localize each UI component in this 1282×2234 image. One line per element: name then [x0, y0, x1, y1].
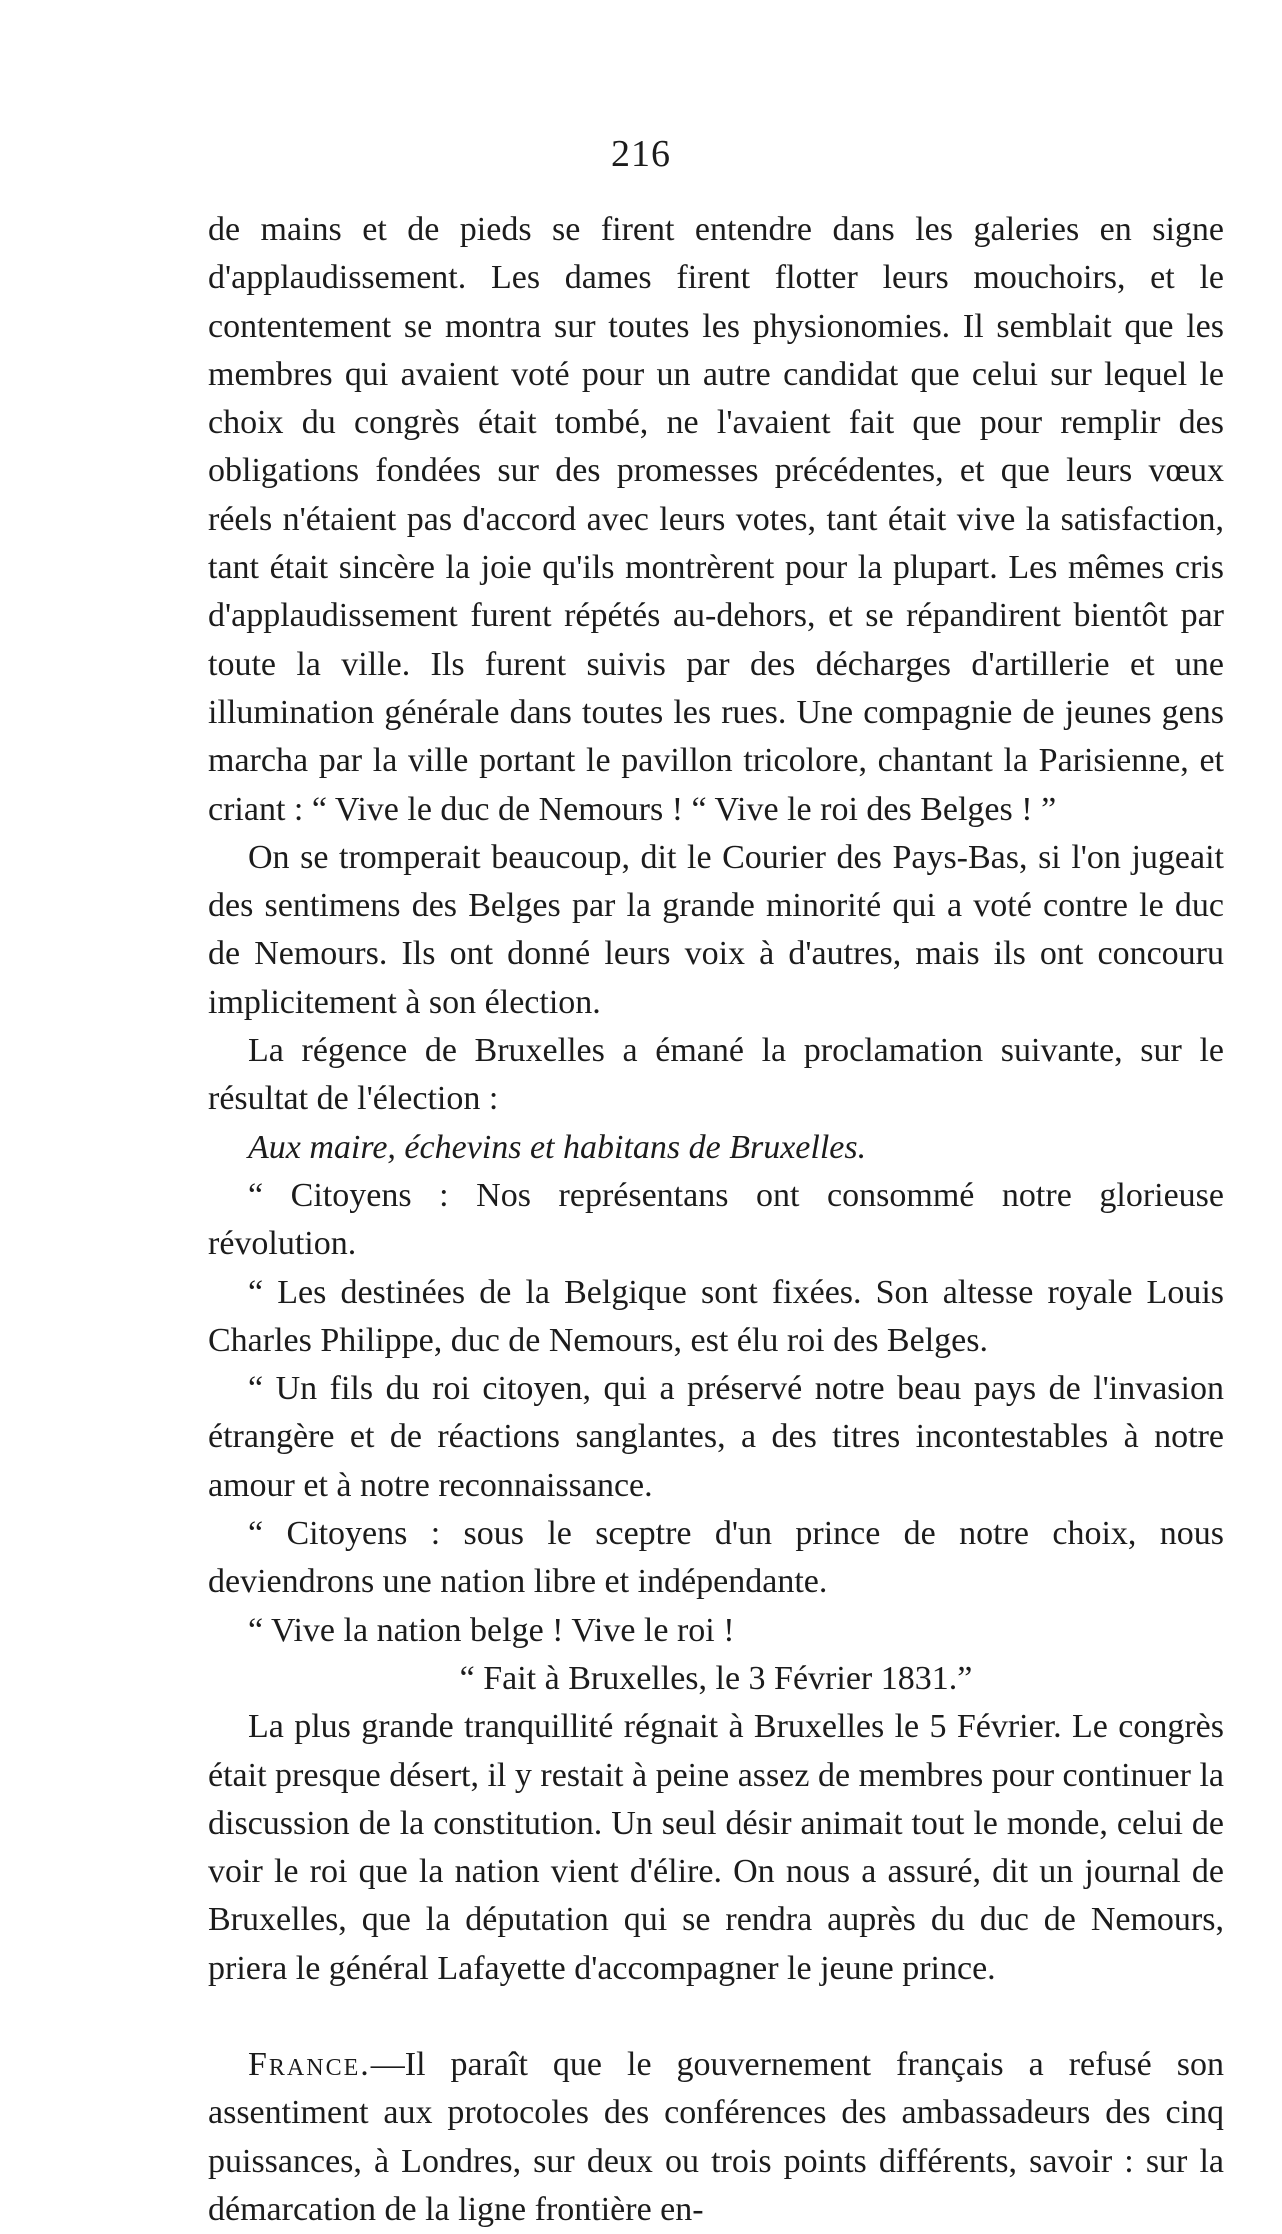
proclamation-citoyens-2: “ Citoyens : sous le sceptre d'un prince de notre choix, nous deviendrons une nation libre et indépendante. [208, 1515, 1224, 1601]
proclamation-destinees: “ Les destinées de la Belgique sont fixées. Son altesse royale Louis Charles Philippe, duc de Nemours, est élu roi des Belges. [208, 1273, 1224, 1359]
section-gap [208, 1993, 1224, 2041]
france-text: —Il paraît que le gouvernement français a refusé son assentiment aux protocoles des conférences des ambassadeurs des cinq puissances, à Londres, sur deux ou trois points différents, savoir : sur la démarcation de la ligne frontière en- [208, 2045, 1224, 2228]
paragraph-tranquillite: La plus grande tranquillité régnait à Bruxelles le 5 Février. Le congrès était presque désert, il y restait à peine assez de membres pour continuer la discussion de la constitution. Un seul désir animait tout le monde, celui de voir le roi que la nation vient d'élire. On nous a assuré, dit un journal de Bruxelles, que la députation qui se rendra auprès du duc de Nemours, priera le général Lafayette d'accompagner le jeune prince. [208, 1708, 1224, 1987]
proclamation-citoyens-1: “ Citoyens : Nos représentans ont consommé notre glorieuse révolution. [208, 1176, 1224, 1263]
paragraph-regence: La régence de Bruxelles a émané la proclamation suivante, sur le résultat de l'élection : [208, 1032, 1224, 1118]
paragraph-france [208, 2041, 1224, 2234]
paragraph-courier: On se tromperait beaucoup, dit le Courier des Pays-Bas, si l'on jugeait des sentimens des Belges par la grande minorité qui a voté contre le duc de Nemours. Ils ont donné leurs voix à d'autres, mais ils ont concouru implicitement à son élection. [208, 838, 1224, 1021]
paragraph-congress-applause: de mains et de pieds se firent entendre dans les galeries en signe d'applaudissement. Les dames firent flotter leurs mouchoirs, et le contentement se montra sur toutes les physionomies. Il semblait que les membres qui avaient voté pour un autre candidat que celui sur lequel le choix du congrès était tombé, ne l'avaient fait que pour remplir des obligations fondées sur des promesses précédentes, et que leurs vœux réels n'étaient pas d'accord avec leurs votes, tant était vive la satisfaction, tant était sincère la joie qu'ils montrèrent pour la plupart. Les mêmes cris d'applaudissement furent répétés au-dehors, et se répandirent bientôt par toute la ville. Ils furent suivis par des décharges d'artillerie et une illumination générale dans toutes les rues. Une compagnie de jeunes gens marcha par la ville portant le pavillon tricolore, chantant la Parisienne, et criant : “ Vive le duc de Nemours ! “ Vive le roi des Belges ! ” [208, 211, 1224, 828]
france-heading: France. [248, 2045, 371, 2083]
text-column [208, 206, 1224, 2234]
page-number: 216 [611, 133, 671, 175]
proclamation-vive: “ Vive la nation belge ! Vive le roi ! [248, 1611, 735, 1649]
proclamation-date: “ Fait à Bruxelles, le 3 Février 1831.” [459, 1659, 973, 1697]
proclamation-fils-du-roi: “ Un fils du roi citoyen, qui a préservé notre beau pays de l'invasion étrangère et de réactions sanglantes, a des titres incontestables à notre amour et à notre reconnaissance. [208, 1370, 1224, 1504]
proclamation-address: Aux maire, échevins et habitans de Bruxelles. [248, 1128, 867, 1166]
